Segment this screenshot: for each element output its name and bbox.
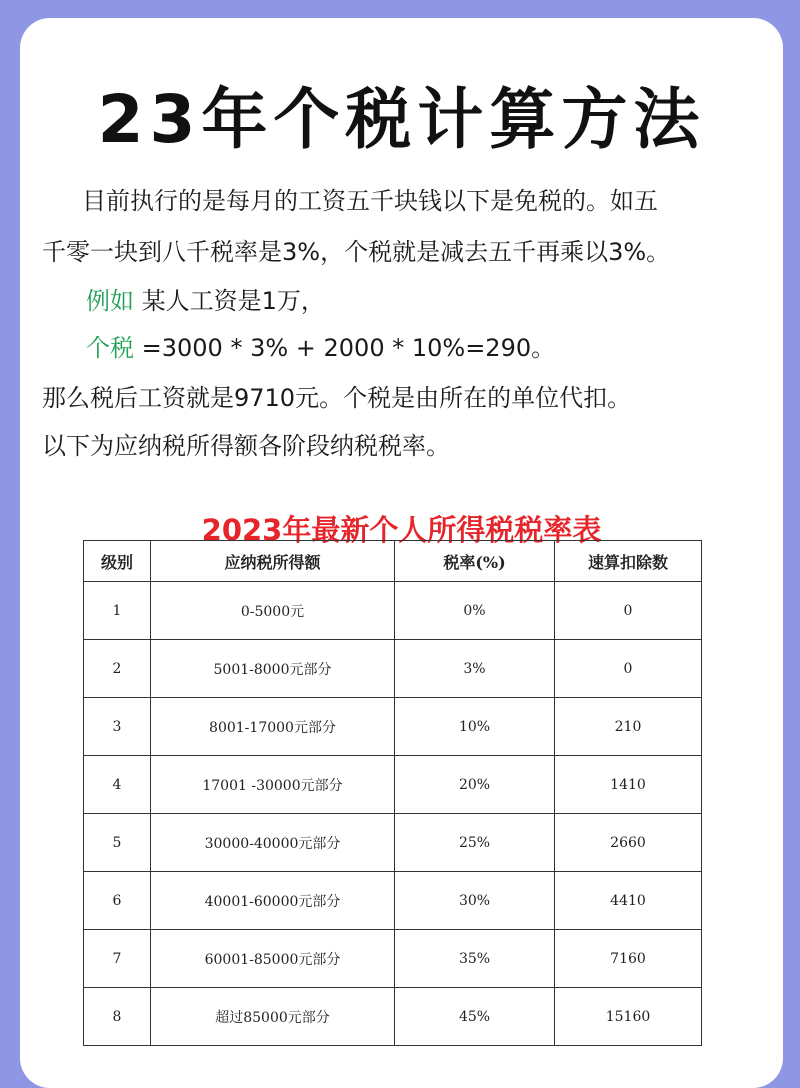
cell-income: 0-5000元	[151, 582, 395, 640]
cell-income: 5001-8000元部分	[151, 640, 395, 698]
table-row	[84, 930, 702, 988]
paragraph-line-1: 目前执行的是每月的工资五千块钱以下是免税的。如五	[82, 187, 658, 215]
cell-rate: 25%	[395, 814, 555, 872]
header-level: 级别	[84, 541, 151, 582]
cell-level: 4	[84, 756, 151, 814]
cell-deduction: 7160	[555, 930, 702, 988]
cell-level: 2	[84, 640, 151, 698]
tax-formula: =3000 * 3% + 2000 * 10%=290。	[134, 334, 556, 362]
header-tax-rate: 税率(%)	[395, 541, 555, 582]
cell-rate: 20%	[395, 756, 555, 814]
cell-deduction: 1410	[555, 756, 702, 814]
cell-rate: 10%	[395, 698, 555, 756]
cell-deduction: 4410	[555, 872, 702, 930]
table-header-row	[84, 541, 702, 582]
cell-income: 超过85000元部分	[151, 988, 395, 1046]
table-row	[84, 698, 702, 756]
table-row	[84, 640, 702, 698]
cell-rate: 45%	[395, 988, 555, 1046]
table-row	[84, 872, 702, 930]
tax-line	[86, 330, 555, 366]
cell-rate: 0%	[395, 582, 555, 640]
cell-level: 1	[84, 582, 151, 640]
cell-deduction: 210	[555, 698, 702, 756]
paragraph-line-2: 千零一块到八千税率是3%，个税就是减去五千再乘以3%。	[42, 238, 671, 266]
header-taxable-income: 应纳税所得额	[151, 541, 395, 582]
cell-level: 5	[84, 814, 151, 872]
cell-rate: 35%	[395, 930, 555, 988]
table-row	[84, 988, 702, 1046]
content-card	[20, 18, 783, 1088]
example-text: 某人工资是1万，	[134, 287, 325, 315]
cell-income: 17001 -30000元部分	[151, 756, 395, 814]
cell-income: 8001-17000元部分	[151, 698, 395, 756]
cell-rate: 3%	[395, 640, 555, 698]
tax-rate-table	[83, 540, 702, 1046]
cell-income: 30000-40000元部分	[151, 814, 395, 872]
table-row	[84, 756, 702, 814]
paragraph-line-6: 以下为应纳税所得额各阶段纳税税率。	[42, 432, 450, 460]
cell-level: 7	[84, 930, 151, 988]
table-row	[84, 582, 702, 640]
cell-rate: 30%	[395, 872, 555, 930]
cell-level: 6	[84, 872, 151, 930]
cell-deduction: 15160	[555, 988, 702, 1046]
table-heading: 2023年最新个人所得税税率表	[201, 513, 602, 547]
example-label: 例如	[86, 287, 134, 315]
cell-income: 60001-85000元部分	[151, 930, 395, 988]
example-line	[86, 283, 325, 319]
header-quick-deduction: 速算扣除数	[555, 541, 702, 582]
paragraph-line-5: 那么税后工资就是9710元。个税是由所在的单位代扣。	[42, 384, 632, 412]
cell-deduction: 0	[555, 640, 702, 698]
cell-level: 3	[84, 698, 151, 756]
table-row	[84, 814, 702, 872]
page-title: 23年个税计算方法	[97, 81, 706, 158]
cell-deduction: 0	[555, 582, 702, 640]
cell-deduction: 2660	[555, 814, 702, 872]
cell-income: 40001-60000元部分	[151, 872, 395, 930]
tax-label: 个税	[86, 334, 134, 362]
cell-level: 8	[84, 988, 151, 1046]
